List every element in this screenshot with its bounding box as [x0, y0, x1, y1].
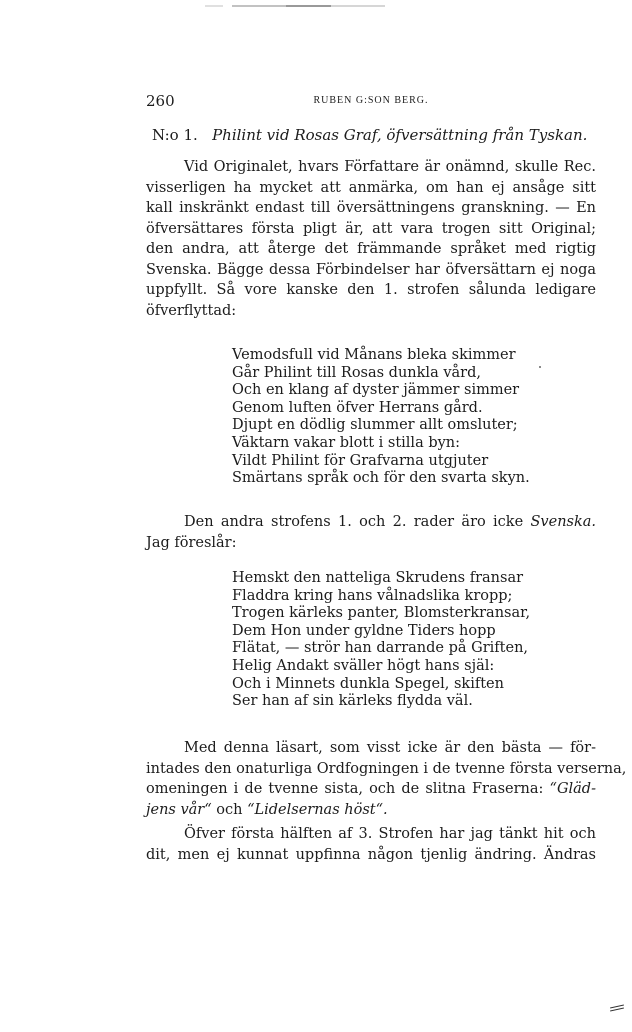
paragraph-4 — [146, 824, 596, 865]
verse-line: Vemodsfull vid Månans bleka skimmer — [232, 347, 516, 363]
text-line: öfverflyttad: — [146, 302, 237, 319]
verse-line: Djupt en dödlig slummer allt omsluter; — [232, 417, 518, 434]
text-line — [146, 512, 596, 533]
text-line: uppfyllt. Så vore kanske den 1. strofen sålunda ledigare — [146, 282, 596, 298]
text-line — [146, 800, 596, 821]
verse-2 — [232, 570, 530, 711]
text-line: öfversättares första pligt är, att vara trogen sitt Original; — [146, 220, 596, 237]
text-line: dit, men ej kunnat uppfinna någon tjenlig ändring. Ändras — [146, 846, 596, 863]
text-line: intades den onaturliga Ordfogningen i de tvenne första verserna, — [146, 760, 627, 777]
text-line: Öfver första hälften af 3. Strofen har jag tänkt hit och — [184, 826, 596, 842]
verse-line: Helig Andakt sväller högt hans själ: — [232, 657, 495, 674]
text-fragment: omeningen i de tvenne sista, och de slitna Fraserna: — [146, 781, 544, 797]
quoted-phrase: “Gläd- — [549, 781, 596, 797]
emphasis: Svenska. — [530, 514, 597, 530]
quoted-phrase: “Lidelsernas höst“. — [247, 801, 388, 818]
text-fragment: Den andra strofens 1. och 2. rader äro icke — [184, 514, 524, 530]
verse-line: Ser han af sin kärleks flydda väl. — [232, 693, 473, 710]
text-line — [146, 779, 596, 800]
text-fragment: och — [216, 801, 243, 818]
verse-1 — [232, 347, 530, 488]
scan-artifact — [205, 5, 385, 7]
verse-line: Och en klang af dyster jämmer simmer — [232, 382, 520, 399]
quoted-phrase: jens vår“ — [146, 801, 212, 818]
verse-line: Och i Minnets dunkla Spegel, skiften — [232, 675, 504, 692]
running-head: RUBEN G:SON BERG. — [313, 95, 429, 106]
verse-line: Vildt Philint för Grafvarna utgjuter — [232, 452, 489, 469]
verse-line: Väktarn vakar blott i stilla byn: — [232, 434, 461, 451]
text-line: Jag föreslår: — [146, 534, 237, 551]
verse-line: Fladdra kring hans vålnadslika kropp; — [232, 587, 513, 604]
page-header — [146, 92, 596, 112]
verse-line: Trogen kärleks panter, Blomsterkransar, — [232, 605, 531, 622]
verse-line: Hemskt den natteliga Skrudens fransar — [232, 570, 524, 586]
text-line: Med denna läsart, som visst icke är den bästa — för- — [184, 740, 596, 756]
verse-line: Flätat, — strör han darrande på Griften, — [232, 640, 529, 657]
verse-line: Går Philint till Rosas dunkla vård, — [232, 364, 481, 381]
section-title — [152, 126, 602, 144]
text-line: visserligen ha mycket att anmärka, om han ej ansåge sitt — [146, 179, 596, 196]
paragraph-2 — [146, 512, 596, 553]
paragraph-1 — [146, 157, 596, 321]
section-number: N:o 1. — [152, 126, 198, 144]
ink-speck — [539, 366, 541, 368]
text-line: Vid Originalet, hvars Författare är onämnd, skulle Rec. — [184, 159, 596, 175]
text-line: kall inskränkt endast till översättningens granskning. — En — [146, 200, 596, 216]
paragraph-3 — [146, 738, 627, 820]
page-number: 260 — [146, 92, 175, 110]
verse-line: Smärtans språk och för den svarta skyn. — [232, 470, 530, 487]
text-line: Svenska. Bägge dessa Förbindelser har öfversättarn ej noga — [146, 261, 596, 278]
verse-line: Dem Hon under gyldne Tiders hopp — [232, 622, 496, 639]
page-edge-mark — [610, 1006, 624, 1012]
text-line: den andra, att återge det främmande språket med rigtig — [146, 241, 596, 257]
verse-line: Genom luften öfver Herrans gård. — [232, 399, 483, 416]
section-title-text: Philint vid Rosas Graf, öfversättning från Tyskan. — [212, 126, 588, 144]
